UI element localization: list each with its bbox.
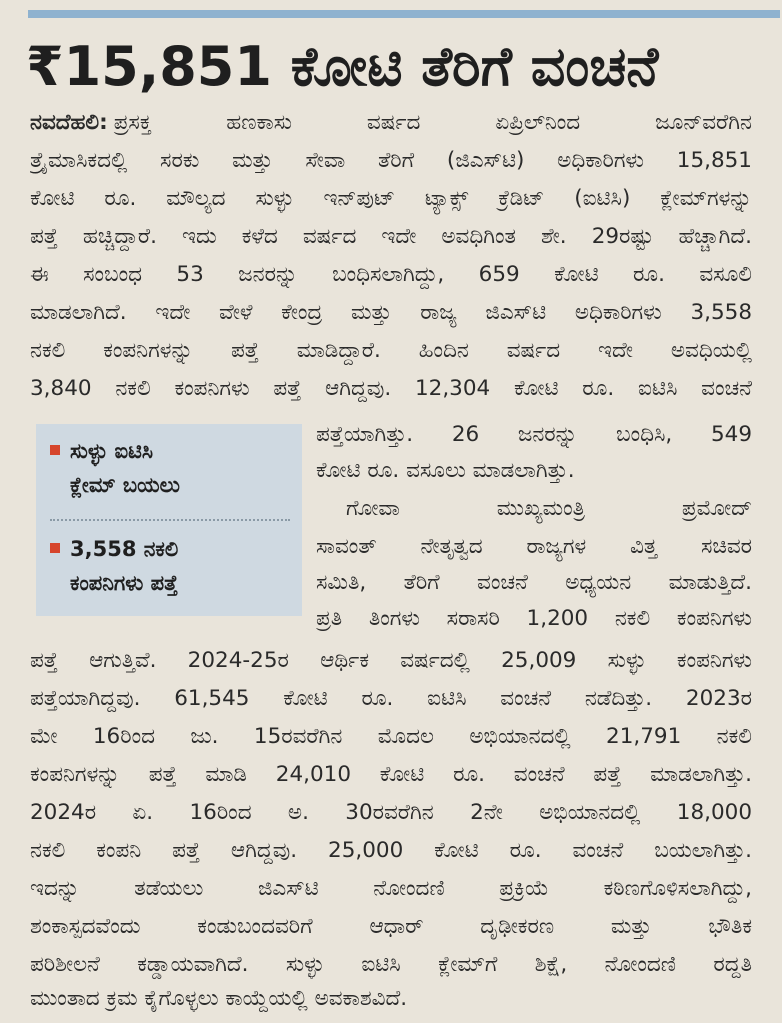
body-line: ಪತ್ತೆಯಾಗಿತ್ತು. 26 ಜನರನ್ನು ಬಂಧಿಸಿ, 549 bbox=[316, 422, 752, 447]
highlight-divider bbox=[50, 519, 290, 521]
body-line: ಇದನ್ನು ತಡೆಯಲು ಜಿಎಸ್‌ಟಿ ನೋಂದಣಿ ಪ್ರಕ್ರಿಯೆ ಕಠಿಣಗೊಳಿಸಲಾಗಿದ್ದು, bbox=[30, 876, 752, 901]
body-line: ಪ್ರತಿ ತಿಂಗಳು ಸರಾಸರಿ 1,200 ನಕಲಿ ಕಂಪನಿಗಳು bbox=[316, 606, 752, 631]
body-line: ಮೇ 16ರಿಂದ ಜು. 15ರವರೆಗಿನ ಮೊದಲ ಅಭಿಯಾನದಲ್ಲಿ 21,791 ನಕಲಿ bbox=[30, 724, 752, 749]
highlight-line: 3,558 ನಕಲಿ bbox=[70, 537, 179, 561]
body-line: ಗೋವಾ ಮುಖ್ಯಮಂತ್ರಿ ಪ್ರಮೋದ್ bbox=[346, 496, 752, 521]
body-line: ನಕಲಿ ಕಂಪನಿಗಳನ್ನು ಪತ್ತೆ ಮಾಡಿದ್ದಾರೆ. ಹಿಂದಿನ ವರ್ಷದ ಇದೇ ಅವಧಿಯಲ್ಲಿ bbox=[30, 338, 752, 363]
top-rule bbox=[28, 10, 780, 18]
body-line: ಸಮಿತಿ, ತೆರಿಗೆ ವಂಚನೆ ಅಧ್ಯಯನ ಮಾಡುತ್ತಿದೆ. bbox=[316, 570, 752, 595]
body-line: ಕೋಟಿ ರೂ. ವಸೂಲು ಮಾಡಲಾಗಿತ್ತು. bbox=[316, 458, 575, 483]
highlight-line: ಕಂಪನಿಗಳು ಪತ್ತೆ bbox=[70, 571, 178, 595]
body-line: ಮುಂತಾದ ಕ್ರಮ ಕೈಗೊಳ್ಳಲು ಕಾಯ್ದೆಯಲ್ಲಿ ಅವಕಾಶವಿದೆ. bbox=[30, 986, 408, 1011]
highlights-box bbox=[36, 424, 302, 616]
highlight-item bbox=[50, 434, 290, 502]
bullet-square-icon bbox=[50, 445, 60, 455]
headline: ₹15,851 ಕೋಟಿ ತೆರಿಗೆ ವಂಚನೆ bbox=[26, 35, 659, 98]
highlight-item bbox=[50, 532, 290, 600]
dateline: ನವದೆಹಲಿ: bbox=[30, 110, 108, 135]
body-line: ಶಂಕಾಸ್ಪದವೆಂದು ಕಂಡುಬಂದವರಿಗೆ ಆಧಾರ್ ದೃಢೀಕರಣ ಮತ್ತು ಭೌತಿಕ bbox=[30, 914, 752, 939]
bullet-square-icon bbox=[50, 543, 60, 553]
body-line: ಸಾವಂತ್ ನೇತೃತ್ವದ ರಾಜ್ಯಗಳ ವಿತ್ತ ಸಚಿವರ bbox=[316, 534, 752, 559]
body-line: ಕೋಟಿ ರೂ. ಮೌಲ್ಯದ ಸುಳ್ಳು ಇನ್‌ಪುಟ್ ಟ್ಯಾಕ್ಸ್ ಕ್ರೆಡಿಟ್ (ಐಟಿಸಿ) ಕ್ಲೇಮ್‌ಗಳನ್ನು bbox=[30, 186, 752, 211]
body-line: ಪತ್ತೆಯಾಗಿದ್ದವು. 61,545 ಕೋಟಿ ರೂ. ಐಟಿಸಿ ವಂಚನೆ ನಡೆದಿತ್ತು. 2023ರ bbox=[30, 686, 752, 711]
body-line-text: ಪ್ರಸಕ್ತ ಹಣಕಾಸು ವರ್ಷದ ಏಪ್ರಿಲ್‌ನಿಂದ ಜೂನ್‌ವರೆಗಿನ bbox=[113, 110, 752, 135]
body-line: ಮಾಡಲಾಗಿದೆ. ಇದೇ ವೇಳೆ ಕೇಂದ್ರ ಮತ್ತು ರಾಜ್ಯ ಜಿಎಸ್‌ಟಿ ಅಧಿಕಾರಿಗಳು 3,558 bbox=[30, 300, 752, 325]
body-line bbox=[30, 104, 752, 142]
highlight-line: ಸುಳ್ಳು ಐಟಿಸಿ bbox=[70, 439, 153, 463]
body-line: ಕಂಪನಿಗಳನ್ನು ಪತ್ತೆ ಮಾಡಿ 24,010 ಕೋಟಿ ರೂ. ವಂಚನೆ ಪತ್ತೆ ಮಾಡಲಾಗಿತ್ತು. bbox=[30, 762, 752, 787]
body-line: ಪತ್ತೆ ಆಗುತ್ತಿವೆ. 2024-25ರ ಆರ್ಥಿಕ ವರ್ಷದಲ್ಲಿ 25,009 ಸುಳ್ಳು ಕಂಪನಿಗಳು bbox=[30, 648, 752, 673]
body-line: ಪರಿಶೀಲನೆ ಕಡ್ಡಾಯವಾಗಿದೆ. ಸುಳ್ಳು ಐಟಿಸಿ ಕ್ಲೇಮ್‌ಗೆ ಶಿಕ್ಷೆ, ನೋಂದಣಿ ರದ್ದತಿ bbox=[30, 952, 752, 977]
body-line: ಪತ್ತೆ ಹಚ್ಚಿದ್ದಾರೆ. ಇದು ಕಳೆದ ವರ್ಷದ ಇದೇ ಅವಧಿಗಿಂತ ಶೇ. 29ರಷ್ಟು ಹೆಚ್ಚಾಗಿದೆ. bbox=[30, 224, 752, 249]
body-line: ನಕಲಿ ಕಂಪನಿ ಪತ್ತೆ ಆಗಿದ್ದವು. 25,000 ಕೋಟಿ ರೂ. ವಂಚನೆ ಬಯಲಾಗಿತ್ತು. bbox=[30, 838, 752, 863]
highlight-line: ಕ್ಲೇಮ್ ಬಯಲು bbox=[70, 473, 180, 497]
body-line: 2024ರ ಏ. 16ರಿಂದ ಅ. 30ರವರೆಗಿನ 2ನೇ ಅಭಿಯಾನದಲ್ಲಿ 18,000 bbox=[30, 800, 752, 825]
body-line: 3,840 ನಕಲಿ ಕಂಪನಿಗಳು ಪತ್ತೆ ಆಗಿದ್ದವು. 12,304 ಕೋಟಿ ರೂ. ಐಟಿಸಿ ವಂಚನೆ bbox=[30, 376, 752, 401]
body-line: ತ್ರೈಮಾಸಿಕದಲ್ಲಿ ಸರಕು ಮತ್ತು ಸೇವಾ ತೆರಿಗೆ (ಜಿಎಸ್‌ಟಿ) ಅಧಿಕಾರಿಗಳು 15,851 bbox=[30, 148, 752, 173]
body-line: ಈ ಸಂಬಂಧ 53 ಜನರನ್ನು ಬಂಧಿಸಲಾಗಿದ್ದು, 659 ಕೋಟಿ ರೂ. ವಸೂಲಿ bbox=[30, 262, 752, 287]
